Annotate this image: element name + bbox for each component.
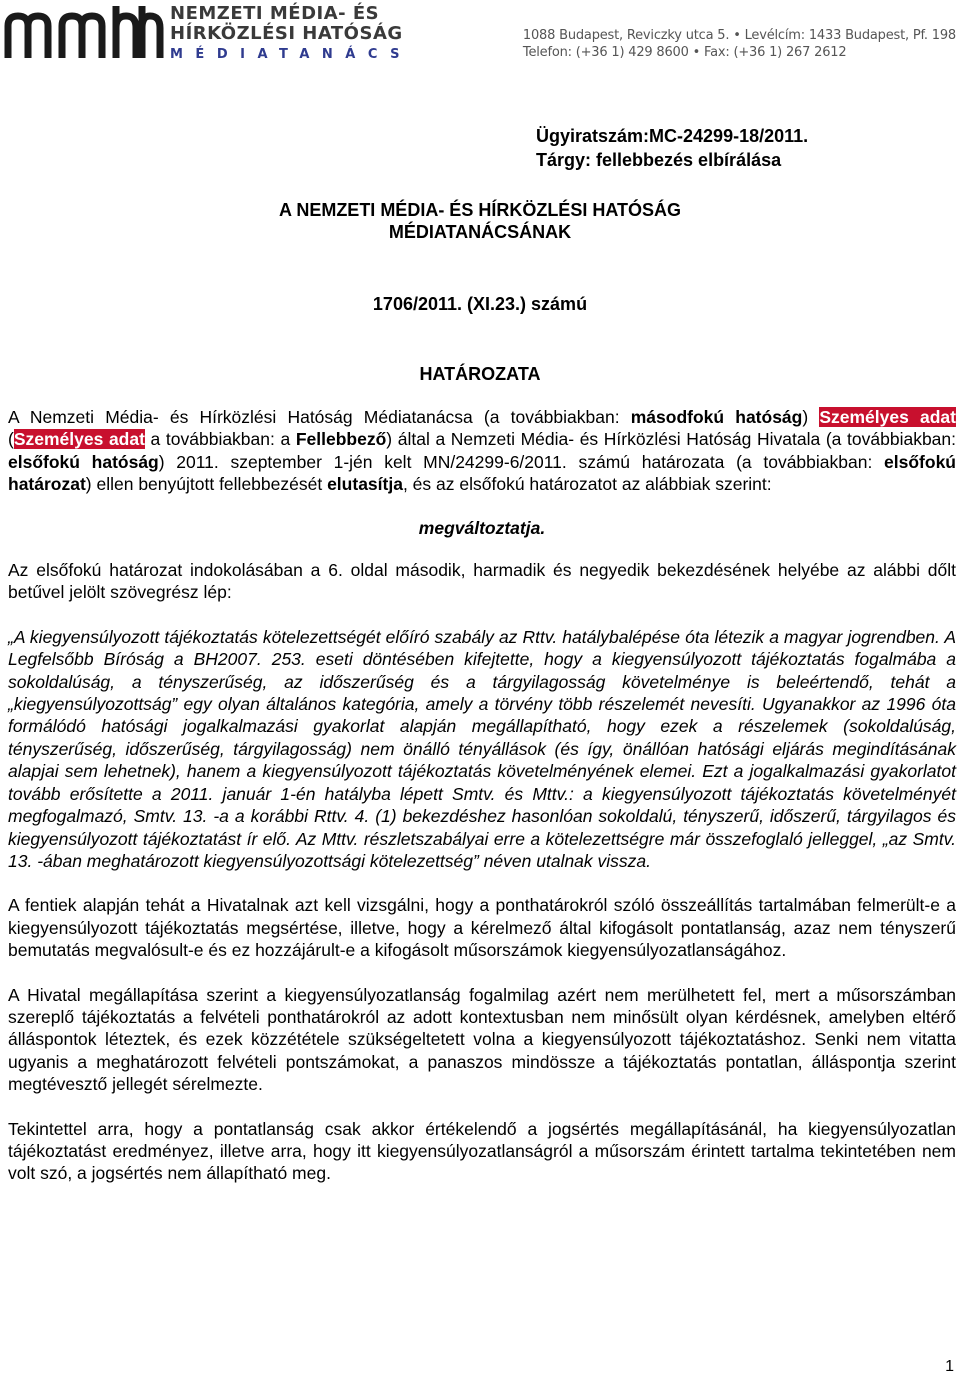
org-name-line1: NEMZETI MÉDIA- ÉS <box>170 3 380 24</box>
intro-text: A Nemzeti Média- és Hírközlési Hatóság Médiatanácsa (a továbbiakban: <box>8 407 631 427</box>
appellant-term: Fellebbező <box>295 429 387 450</box>
first-instance-term: elsőfokú hatóság <box>8 451 159 472</box>
intro-text: ) által a Nemzeti Média- és Hírközlési Hatóság Hivatala (a továbbiakban: <box>386 429 956 450</box>
body-paragraph-2: A fentiek alapján tehát a Hivatalnak azt kell vizsgálni, hogy a ponthatárokról szóló összeállítás tartalmában felmerült-e a kiegyensúlyozott tájékoztatás megsértése, illetve, hogy a kérelmező által kifogásolt pontatlanság, azaz nem tényszerű bemutatás megvalósult-e és ez hozzájárult-e a kifogásolt műsorszámok kiegyensúlyozatlanságához. <box>8 895 956 961</box>
redacted-personal-data: Személyes adat <box>819 407 956 427</box>
decision-body <box>8 406 956 1185</box>
redacted-personal-data: Személyes adat <box>13 429 145 450</box>
intro-paragraph <box>8 406 956 496</box>
logo-graphic <box>4 2 164 66</box>
first-instance-decision-term: elsőfokú határozat <box>8 451 956 495</box>
case-number: Ügyiratszám:MC-24299-18/2011. <box>536 126 809 146</box>
operative-word: megváltoztatja. <box>418 517 546 538</box>
decision-title: HATÁROZATA <box>419 364 541 384</box>
replacement-text-paragraph: „A kiegyensúlyozott tájékoztatás kötelezettségét előíró szabály az Rttv. hatálybalépése óta létezik a magyar jogrendben. A Legfelsőbb Bíróság a BH2007. 253. eseti döntésében kifejtette, hogy a kiegyensúlyozott tájékoztatás fogalmába a sokoldalúság, a tényszerűség, az időszerűség és a tárgyilagosság követelménye is beleértendő, tehát a „kiegyensúlyozottság” egy olyan általános kategória, amely a törvény több részelemét nevesíti. Ugyanakkor az 1996 óta formálódó hatósági jogalkalmazási gyakorlat alapján megállapítható, hogy ezek a részelemek (sokoldalúság, tényszerűség, időszerűség, tárgyilagosság) nem önálló tényállások (és így, önállóan hatósági eljárás megindításának alapjai sem lehetnek), hanem a kiegyensúlyozott tájékoztatás követelményének elemei. Ezt a jogalkalmazási gyakorlatot tovább erősítette a 2011. január 1-én hatályba lépett Smtv. és Mttv.: a kiegyensúlyozott tájékoztatás követelményét megfogalmazó, Smtv. 13. -a a korábbi Rttv. 4. (1) bekezdéshez hasonlóan sokoldalú, tényszerű, időszerű, tárgyilagos és kiegyensúlyozott tájékoztatást ír elő. Az Mttv. részletszabályai erre a kötelezettségre már összefoglaló jelleggel, „az Smtv. 13. -ában meghatározott kiegyensúlyozottsági kötelezettség” néven utalnak vissza. <box>8 626 956 871</box>
org-name-line2: HÍRKÖZLÉSI HATÓSÁG <box>170 23 403 44</box>
amendment-paragraph: Az elsőfokú határozat indokolásában a 6. oldal második, harmadik és negyedik bekezdésének helyébe az alábbi dőlt betűvel jelölt szövegrész lép: <box>8 560 956 603</box>
intro-text: , és az elsőfokú határozatot az alábbiak szerint: <box>402 474 772 495</box>
contact-address <box>523 27 956 61</box>
subject-line: Tárgy: fellebbezés elbírálása <box>536 150 782 170</box>
body-paragraph-4: Tekintettel arra, hogy a pontatlanság csak akkor értékelendő a jogsértés megállapításánál, ha kiegyensúlyozatlan tájékoztatást eredményez, illetve arra, hogy itt kiegyensúlyozatlanságról a műsorszám érintett tartalma tekintetében nem volt szó, a jogsértés nem állapítható meg. <box>8 1118 956 1184</box>
rejects-term: elutasítja <box>327 474 403 495</box>
phone-fax-line: Telefon: (+36 1) 429 8600 • Fax: (+36 1) 267 2612 <box>522 45 847 60</box>
letterhead <box>0 0 960 70</box>
decision-number: 1706/2011. (XI.23.) számú <box>372 294 588 314</box>
intro-text: ) <box>802 407 820 427</box>
intro-text: ( <box>8 429 14 450</box>
second-instance-term: másodfokú hatóság <box>630 407 803 427</box>
intro-text: ) ellen benyújtott fellebbezését <box>85 474 328 495</box>
authority-line-1: A NEMZETI MÉDIA- ÉS HÍRKÖZLÉSI HATÓSÁG <box>278 200 681 220</box>
council-name: MÉDIATANÁCS <box>170 47 413 62</box>
organization-name <box>170 4 403 44</box>
page-number: 1 <box>945 1358 954 1375</box>
intro-text: a továbbiakban: a <box>144 429 296 450</box>
nmhh-logo <box>4 2 164 71</box>
body-paragraph-3: A Hivatal megállapítása szerint a kiegyensúlyozatlanság fogalmilag azért nem merülhetett fel, mert a műsorszámban szereplő tájékoztatás a felvételi ponthatárokról az adott kontextusban nem minősült olyan kérdésnek, amelyben eltérő álláspontok léteztek, és ezek közzététele szükségeltetett volna a kiegyensúlyozott tájékoztatáshoz. Senki nem vitatta ugyanis a meghatározott felvételi pontszámokat, a panaszos mindössze a tájékoztatás pontatlan, álláspontja szerint megtévesztő jellegét sérelmezte. <box>8 984 956 1095</box>
authority-line-2: MÉDIATANÁCSÁNAK <box>388 222 572 242</box>
address-line: 1088 Budapest, Reviczky utca 5. • Levélcím: 1433 Budapest, Pf. 198 <box>522 28 956 43</box>
intro-text: ) 2011. szeptember 1-jén kelt MN/24299-6/2011. számú határozata (a továbbiakban: <box>158 451 885 472</box>
